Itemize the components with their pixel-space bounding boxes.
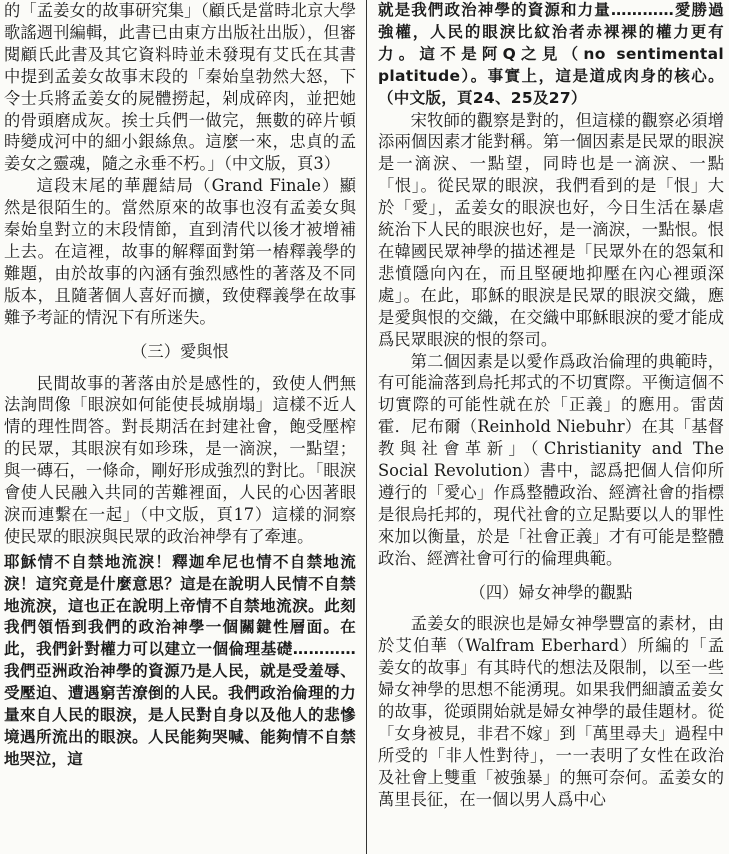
paragraph-feminist-theology: 孟姜女的眼淚也是婦女神學豐富的素材，由於艾伯華（Walfram Eberhard）所編的「孟姜女的故事」有其時代的想法及限制，以至一些婦女神學的思想不能湧現。如果我們細讀孟姜女的故事，從頭開始就是婦女神學的最佳題材。從「女身被見，非君不嫁」到「萬里尋夫」過程中所受的「非人性對待」，一一表明了女性在政治及社會上雙重「被強暴」的無可奈何。孟姜女的萬里長征，在一個以男人爲中心: [378, 614, 724, 809]
paragraph-love-and-hate: 宋牧師的觀察是對的，但這樣的觀察必須增添兩個因素才能對稱。第一個因素是民眾的眼淚是一滴淚、一點望，同時也是一滴淚、一點「恨」。從民眾的眼淚，我們看到的是「恨」大於「愛」，孟姜女的眼淚也好，今日生活在暴虐統治下人民的眼淚也好，是一滴淚，一點恨。恨在韓國民眾神學的描述裡是「民眾外在的怨氣和悲憤隱向內在，而且堅硬地抑壓在內心裡頭深處」。在此，耶穌的眼淚是民眾的眼淚交織，應是愛與恨的交織，在交織中耶穌眼淚的愛才能成爲民眾眼淚的恨的祭司。: [378, 110, 724, 349]
quote-continuation: 就是我們政治神學的資源和力量…………愛勝過強權，人民的眼淚比紋治者赤裸裸的權力更有力。這不是阿Q之見（no sentimental platitude）。事實上，這是道成肉身的核心。（中文版，頁24、25及27）: [378, 1, 724, 107]
paragraph-grand-finale: 這段末尾的華麗結局（Grand Finale）顯然是很陌生的。當然原來的故事也沒有孟姜女與秦始皇對立的末段情節，直到清代以後才被增補上去。在這裡，故事的解釋面對第一樁釋義學的難題，由於故事的內涵有強烈感性的著落及不同版本，且隨著個人喜好而擴，致使釋義學在故事難予考証的情況下有所迷失。: [4, 176, 356, 327]
right-column: [378, 0, 724, 811]
quote-political-theology: 耶穌情不自禁地流淚！釋迦牟尼也情不自禁地流淚！這究竟是什麼意思？這是在說明人民情不自禁地流淚，這也正在說明上帝情不自禁地流淚。此刻我們領悟到我們的政治神學一個關鍵性層面。在此，我們針對權力可以建立一個倫理基礎…………我們亞洲政治神學的資源乃是人民，就是受羞辱、受壓迫、遭遇窮苦潦倒的人民。我們政治倫理的力量來自人民的眼淚，是人民對自身以及他人的悲慘境遇所流出的眼淚。人民能夠哭喊、能夠情不自禁地哭泣，這: [4, 552, 356, 768]
paragraph-gu-research: 的「孟姜女的故事研究集」（顧氏是當時北京大學歌謠週刊編輯，此書已由東方出版社出版），但審閱顧氏此書及其它資料時並未發現有艾氏在其書中提到孟姜女故事末段的「秦始皇勃然大怒，下令士兵將孟姜女的屍體撈起，剁成碎肉，並把她的骨頭磨成灰。挨士兵們一做完，無數的碎片頓時變成河中的細小銀絲魚。這麼一來，忠貞的孟姜女之靈魂，隨之永垂不朽。」（中文版，頁3）: [4, 1, 356, 174]
column-divider: [366, 0, 367, 854]
section-heading-feminist-theology: （四）婦女神學的觀點: [469, 582, 633, 602]
left-column: [4, 0, 356, 771]
paragraph-tears-of-people: 民間故事的著落由於是感性的，致使人們無法詢問像「眼淚如何能使長城崩塌」這樣不近人情的理性問答。對長期活在封建社會，飽受壓榨的民眾，其眼淚有如珍珠，是一滴淚，一點望；與一磚石，一條命，剛好形成強烈的對比。「眼淚會使人民融入共同的苦難裡面，人民的心因著眼淚而連繫在一起」（中文版，頁17）這樣的洞察使民眾的眼淚與民眾的政治神學有了牽連。: [4, 373, 356, 546]
paragraph-justice: 第二個因素是以愛作爲政治倫理的典範時，有可能淪落到烏托邦式的不切實際。平衡這個不切實際的可能性就在於「正義」的應用。雷茵霍．尼布爾（Reinhold Niebuhr）在其「基督教與社會革新」（Christianity and The Social Revolution）書中，認爲把個人信仰所遵行的「愛心」作爲整體政治、經濟社會的指標是很烏托邦的，現代社會的立足點要以人的罪性來加以衡量，於是「社會正義」才有可能是整體政治、經濟社會可行的倫理典範。: [378, 351, 724, 568]
section-heading-love-and-hate: （三）愛與恨: [131, 341, 229, 361]
